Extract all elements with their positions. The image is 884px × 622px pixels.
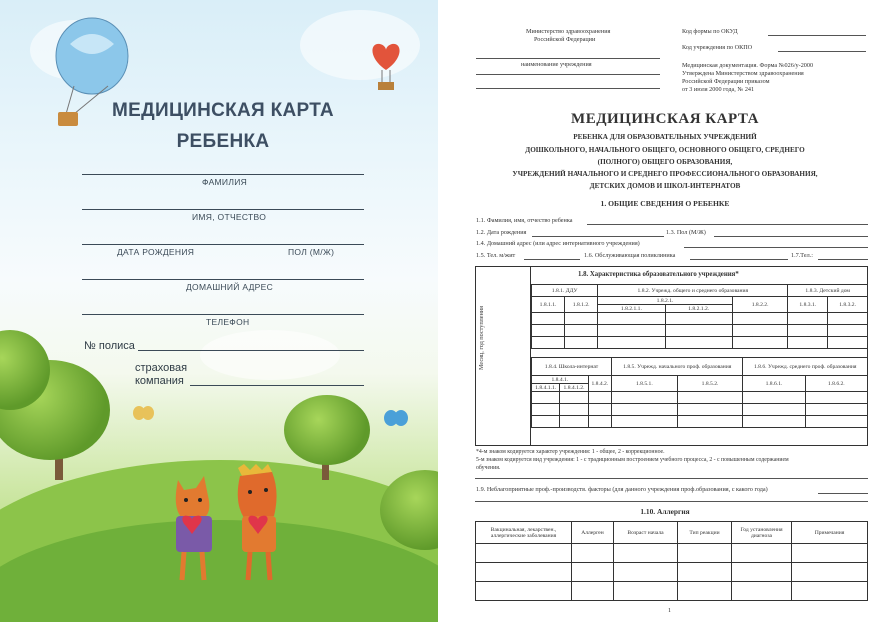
table-cell: 1.8.3.2. xyxy=(828,297,868,313)
okpo-label: Код учреждения по ОКПО xyxy=(682,44,753,51)
field-1-9-input[interactable] xyxy=(818,493,868,494)
table-cell: 1.8.4.1. xyxy=(532,376,589,384)
doc-subtitle-2: ДОШКОЛЬНОГО, НАЧАЛЬНОГО ОБЩЕГО, ОСНОВНОГО ОБЩЕГО, СРЕДНЕГО xyxy=(525,146,805,154)
okpo-field[interactable] xyxy=(778,51,866,52)
field-1-7-input[interactable] xyxy=(818,259,868,260)
cloud xyxy=(200,330,340,380)
allergy-table xyxy=(475,521,868,601)
section-1-title: 1. ОБЩИЕ СВЕДЕНИЯ О РЕБЕНКЕ xyxy=(600,199,730,208)
address-line[interactable] xyxy=(82,279,364,280)
heart-balloon-icon xyxy=(366,38,406,93)
table-header-cell: Аллерген xyxy=(572,522,614,544)
name-line[interactable] xyxy=(82,209,364,210)
table-cell: 1.8.5.1. xyxy=(612,376,678,392)
form-page xyxy=(446,0,884,622)
institution-line-3[interactable] xyxy=(476,88,660,89)
meta-line1: Медицинская документация. Форма №026/у-2000 xyxy=(682,62,814,69)
tree xyxy=(284,395,370,465)
ministry-line2: Российской Федерации xyxy=(534,36,596,43)
note-1: *4-м знаком кодируется характер учреждения: 1 - общее, 2 - коррекционное. xyxy=(476,449,665,455)
table-cell: 1.8.2.1. xyxy=(598,297,733,305)
table-cell: 1.8.1.2. xyxy=(565,297,598,313)
field-1-9-label: 1.9. Неблагоприятные проф.-производств. факторы (для данного учреждения проф.образования, с какого года) xyxy=(476,486,768,493)
section-1-10-title: 1.10. Аллергия xyxy=(640,507,690,516)
table-cell: 1.8.4.1.2. xyxy=(560,384,588,392)
table-header-cell: Примечания xyxy=(792,522,868,544)
meta-line4: от 3 июля 2000 года, № 241 xyxy=(682,86,755,93)
butterfly-icon xyxy=(383,408,409,430)
field-1-5-label: 1.5. Тел. м/жит xyxy=(476,252,516,259)
field-1-5-input[interactable] xyxy=(524,259,580,260)
doc-subtitle-1: РЕБЕНКА ДЛЯ ОБРАЗОВАТЕЛЬНЫХ УЧРЕЖДЕНИЙ xyxy=(573,133,757,141)
cover-title-line1: МЕДИЦИНСКАЯ КАРТА xyxy=(112,100,334,121)
table-cell: 1.8.5. Учрежд. начального проф. образования xyxy=(612,358,743,376)
field-1-9-input-2[interactable] xyxy=(475,501,868,502)
phone-line[interactable] xyxy=(82,314,364,315)
field-1-2-input[interactable] xyxy=(532,236,664,237)
table-cell: 1.8.1. ДДУ xyxy=(532,285,598,297)
sex-label: ПОЛ (М/Ж) xyxy=(288,247,335,257)
field-1-1-input[interactable] xyxy=(587,224,868,225)
table-cell: 1.8.5.2. xyxy=(677,376,743,392)
table-header-cell: Возраст начала xyxy=(614,522,678,544)
table-header-cell: Вакцинальная, лекарствен., аллергические заболевания xyxy=(476,522,572,544)
table-cell: 1.8.6.1. xyxy=(743,376,805,392)
table-cell: 1.8.6.2. xyxy=(805,376,867,392)
insurance-label-2: компания xyxy=(135,375,184,387)
table-side-label: Месяц, год поступления xyxy=(478,306,485,370)
doc-subtitle-4: УЧРЕЖДЕНИЙ НАЧАЛЬНОГО И СРЕДНЕГО ПРОФЕССИОНАЛЬНОГО ОБРАЗОВАНИЯ, xyxy=(512,170,818,178)
field-1-3-input[interactable] xyxy=(714,236,868,237)
table-cell: 1.8.2. Учрежд. общего и среднего образования xyxy=(598,285,788,297)
field-1-4-label: 1.4. Домашний адрес (или адрес интернативного учреждения) xyxy=(476,240,640,247)
doc-title: МЕДИЦИНСКАЯ КАРТА xyxy=(571,111,759,127)
field-1-1-label: 1.1. Фамилия, имя, отчество ребенка xyxy=(476,217,573,224)
table-cell: 1.8.3.1. xyxy=(788,297,828,313)
field-1-4-input[interactable] xyxy=(684,247,868,248)
policy-label: № полиса xyxy=(84,340,135,352)
meta-line2: Утверждена Министерством здравоохранения xyxy=(682,70,804,77)
doc-subtitle-5: ДЕТСКИХ ДОМОВ И ШКОЛ-ИНТЕРНАТОВ xyxy=(589,182,741,190)
surname-label: ФАМИЛИЯ xyxy=(202,177,248,187)
insurance-line[interactable] xyxy=(190,385,364,386)
okud-label: Код формы по ОКУД xyxy=(682,28,738,35)
field-1-7-label: 1.7.Тел.: xyxy=(791,252,813,259)
table-cell: 1.8.6. Учрежд. среднего проф. образования xyxy=(743,358,868,376)
name-label: ИМЯ, ОТЧЕСТВО xyxy=(192,212,267,222)
butterfly-icon xyxy=(133,404,155,422)
cover-title-line2: РЕБЕНКА xyxy=(176,131,270,152)
meta-line3: Российской Федерации приказом xyxy=(682,78,770,85)
cover-page xyxy=(0,0,438,622)
table-cell: 1.8.1.1. xyxy=(532,297,565,313)
table-cell: 1.8.2.2. xyxy=(732,297,788,313)
table-header-cell: Тип реакции xyxy=(678,522,732,544)
insurance-label-1: страховая xyxy=(135,362,188,374)
okud-field[interactable] xyxy=(768,35,866,36)
phone-label: ТЕЛЕФОН xyxy=(206,317,250,327)
table-cell: 1.8.3. Детский дом xyxy=(788,285,868,297)
field-1-6-label: 1.6. Обслуживающая поликлиника xyxy=(584,252,676,259)
table-cell: 1.8.4.2. xyxy=(588,376,611,392)
birth-label: ДАТА РОЖДЕНИЯ xyxy=(117,247,195,257)
note-3: обучения. xyxy=(476,465,501,471)
table-cell: 1.8.2.1.2. xyxy=(665,305,732,313)
note-2: 5-м знаком кодируется вид учреждения: 1 - с традиционным построением учебного процесса, 2 - с повышенным содержанием xyxy=(476,457,789,463)
institution-label: наименование учреждения xyxy=(521,61,592,68)
surname-line[interactable] xyxy=(82,174,364,175)
table-1-8-grid-top xyxy=(531,284,868,349)
cat-illustration xyxy=(168,472,228,582)
address-label: ДОМАШНИЙ АДРЕС xyxy=(186,282,274,292)
table-cell: 1.8.4. Школа-интернат xyxy=(532,358,612,376)
table-1-8-title: 1.8. Характеристика образовательного учреждения* xyxy=(578,271,739,278)
page-number: 1 xyxy=(668,607,672,614)
ministry-line1: Министерство здравоохранения xyxy=(526,28,611,35)
doc-subtitle-3: (ПОЛНОГО) ОБЩЕГО ОБРАЗОВАНИЯ, xyxy=(597,158,733,166)
policy-line[interactable] xyxy=(138,350,364,351)
field-1-6-input[interactable] xyxy=(690,259,788,260)
table-1-8-grid-bottom xyxy=(531,357,868,428)
cat-illustration xyxy=(232,462,302,582)
divider xyxy=(475,478,868,479)
table-cell: 1.8.2.1.1. xyxy=(598,305,665,313)
table-cell: 1.8.4.1.1. xyxy=(532,384,560,392)
field-1-2-label: 1.2. Дата рождения xyxy=(476,229,527,236)
institution-line-2[interactable] xyxy=(476,74,660,75)
institution-line[interactable] xyxy=(476,58,660,59)
field-1-3-label: 1.3. Пол (М/Ж) xyxy=(666,229,706,236)
table-header-cell: Год установления диагноза xyxy=(732,522,792,544)
birth-line[interactable] xyxy=(82,244,364,245)
